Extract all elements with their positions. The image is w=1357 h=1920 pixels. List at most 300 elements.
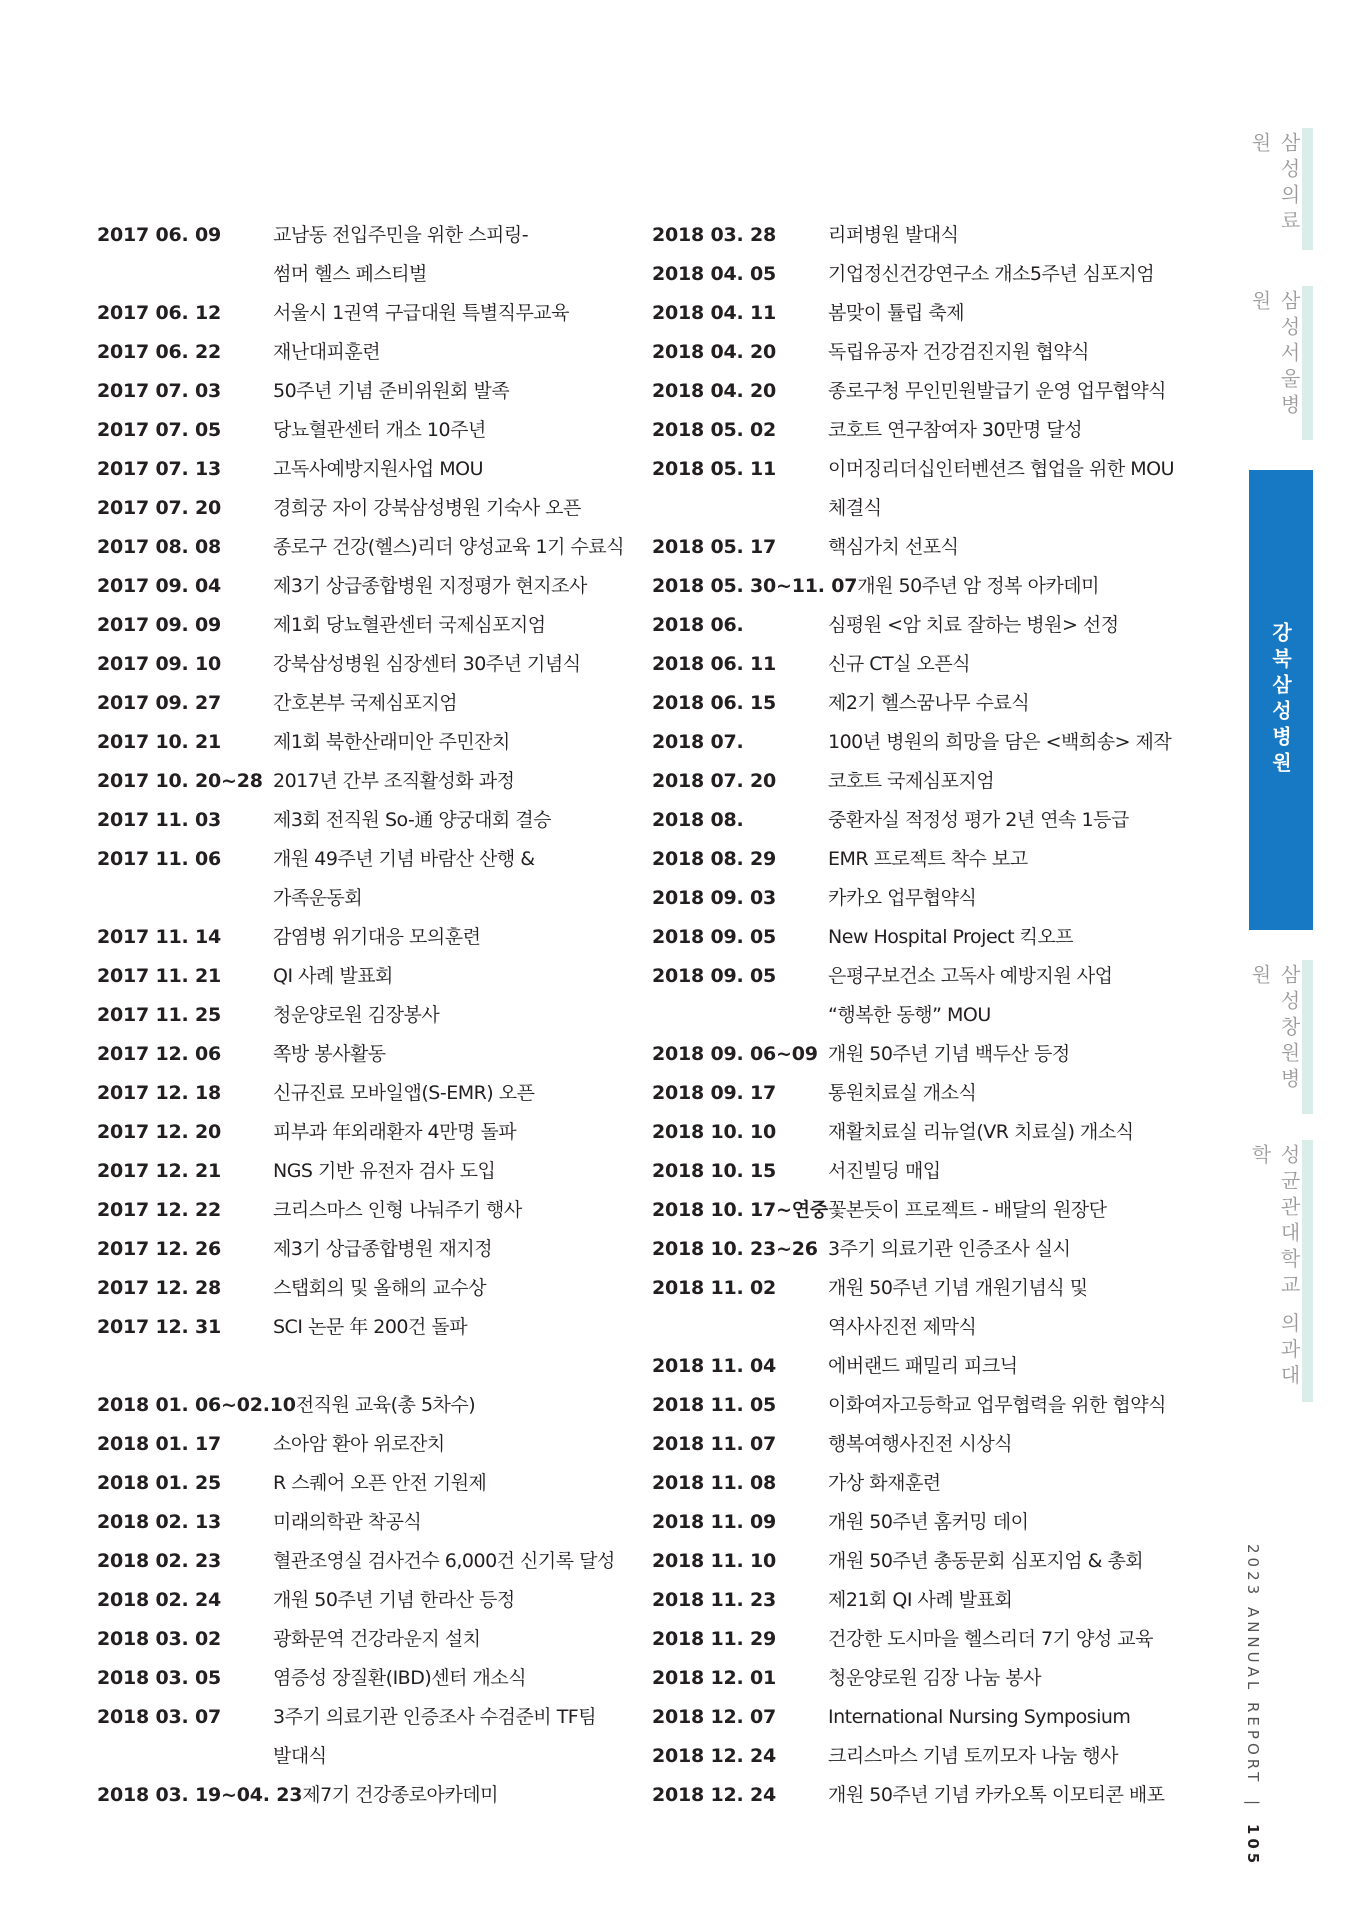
entry-description [828,333,1172,372]
entry-description [273,1035,617,1074]
tab-indicator-bar [1302,1140,1313,1402]
entry-description [828,1074,1172,1113]
entry-description-line: 코호트 국제심포지엄 [828,770,995,792]
entry-date: 2017 12. 31 [97,1316,222,1338]
entry-description [273,684,617,723]
entry-date: 2017 07. 05 [97,419,222,441]
entry-description-line: 소아암 환아 위로잔치 [273,1433,445,1455]
entry-description [273,1659,617,1698]
entry-description-line: 재활치료실 리뉴얼(VR 치료실) 개소식 [828,1121,1134,1143]
timeline-entry [97,1620,617,1659]
timeline-entry [97,1152,617,1191]
entry-date: 2018 04. 20 [652,341,777,363]
entry-description [828,1620,1172,1659]
entry-date: 2017 07. 03 [97,380,222,402]
entry-description [828,879,1172,918]
tab-indicator-bar [1302,286,1313,440]
entry-date: 2017 06. 09 [97,224,222,246]
entry-description-line: 개원 50주년 기념 한라산 등정 [273,1589,515,1611]
timeline-entry [97,1035,617,1074]
entry-description-line: 청운양로원 김장봉사 [273,1004,440,1026]
timeline-entry [97,372,617,411]
timeline-entry [652,957,1172,1035]
entry-description [828,1776,1172,1815]
entry-description [273,1503,617,1542]
entry-date: 2018 10. 15 [652,1160,777,1182]
entry-description [273,372,617,411]
entry-date: 2018 07. [652,731,744,753]
entry-date: 2018 11. 29 [652,1628,777,1650]
entry-description [828,372,1172,411]
entry-description-line: 에버랜드 패밀리 피크닉 [828,1355,1018,1377]
entry-date: 2018 05. 17 [652,536,777,558]
entry-description [273,1191,617,1230]
entry-description-line: 미래의학관 착공식 [273,1511,422,1533]
entry-description [828,1464,1172,1503]
timeline-entry [652,1425,1172,1464]
entry-description-line: 행복여행사진전 시상식 [828,1433,1013,1455]
entry-description-line: 체결식 [828,497,882,519]
entry-description-line: 제7기 건강종로아카데미 [302,1784,498,1806]
entry-description-line: 제1회 당뇨혈관센터 국제심포지엄 [273,614,546,636]
timeline-entry [97,801,617,840]
entry-description-line: 개원 50주년 기념 개원기념식 및 [828,1277,1088,1299]
entry-description-line: 중환자실 적정성 평가 2년 연속 1등급 [828,809,1129,831]
footer-separator: | [1244,1800,1262,1810]
entry-date: 2017 12. 22 [97,1199,222,1221]
entry-description-line: 혈관조영실 검사건수 6,000건 신기록 달성 [273,1550,615,1572]
entry-date: 2018 10. 17~연중 [652,1199,829,1221]
entry-description [273,411,617,450]
side-tab-kangbuk-samsung-hospital[interactable] [1249,470,1313,930]
entry-date: 2018 11. 05 [652,1394,777,1416]
timeline-entry [652,1113,1172,1152]
entry-description [828,1035,1172,1074]
report-title: 2023 ANNUAL REPORT [1244,1544,1262,1786]
timeline-entry [97,567,617,606]
timeline-entry [652,1776,1172,1815]
entry-description-line: 심평원 <암 치료 잘하는 병원> 선정 [828,614,1119,636]
entry-description-line: 코호트 연구참여자 30만명 달성 [828,419,1083,441]
entry-date: 2018 05. 30~11. 07 [652,575,858,597]
entry-description-line: R 스퀘어 오픈 안전 기원제 [273,1472,487,1494]
entry-date: 2018 03. 07 [97,1706,222,1728]
entry-date: 2018 11. 04 [652,1355,777,1377]
entry-description [273,996,617,1035]
entry-description [828,801,1172,840]
entry-date: 2018 07. 20 [652,770,777,792]
page-number: 105 [1244,1823,1262,1868]
entry-description [828,762,1172,801]
entry-description-line: 서진빌딩 매입 [828,1160,941,1182]
entry-description-line: 발대식 [273,1745,327,1767]
entry-description [828,450,1174,528]
entry-date: 2017 09. 04 [97,575,222,597]
timeline-entry [97,723,617,762]
entry-description-line: 꽃본듯이 프로젝트 - 배달의 원장단 [828,1199,1107,1221]
entry-description-line: 청운양로원 김장 나눔 봉사 [828,1667,1042,1689]
entry-description [273,1113,617,1152]
entry-description-line: 3주기 의료기관 인증조사 수검준비 TF팀 [273,1706,597,1728]
entry-description [273,606,617,645]
entry-description [828,1542,1172,1581]
entry-description [273,567,617,606]
entry-description [273,1074,617,1113]
entry-date: 2018 09. 06~09 [652,1043,818,1065]
timeline-entry [97,1113,617,1152]
entry-description [273,1152,617,1191]
entry-date: 2018 09. 03 [652,887,777,909]
entry-date: 2018 03. 19~04. 23 [97,1784,303,1806]
entry-description [273,528,624,567]
entry-date: 2018 11. 10 [652,1550,777,1572]
timeline-entry [97,216,617,294]
entry-date: 2018 06. [652,614,744,636]
side-tab-label: 성균관대학교 의과대학 [1248,1144,1301,1391]
entry-description-line: 신규 CT실 오픈식 [828,653,971,675]
entry-date: 2017 09. 27 [97,692,222,714]
entry-date: 2018 01. 17 [97,1433,222,1455]
entry-description-line: 피부과 年외래환자 4만명 돌파 [273,1121,517,1143]
entry-date: 2017 10. 20~28 [97,770,263,792]
timeline-right-column [652,216,1175,1815]
entry-date: 2017 06. 22 [97,341,222,363]
entry-description [828,1191,1172,1230]
timeline-entry [97,606,617,645]
timeline-entry [97,1425,617,1464]
entry-description [828,918,1172,957]
entry-date: 2018 10. 10 [652,1121,777,1143]
entry-description-line: 개원 50주년 기념 카카오톡 이모티콘 배포 [828,1784,1165,1806]
entry-description-line: SCI 논문 年 200건 돌파 [273,1316,468,1338]
entry-date: 2018 02. 13 [97,1511,222,1533]
entry-date: 2017 12. 28 [97,1277,222,1299]
entry-description-line: 종로구 건강(헬스)리더 양성교육 1기 수료식 [273,536,625,558]
entry-description [828,1347,1172,1386]
entry-description [273,294,617,333]
entry-date: 2017 09. 10 [97,653,222,675]
entry-description [828,528,1172,567]
timeline-entry [97,1191,617,1230]
entry-description-line: 썸머 헬스 페스티벌 [273,263,427,285]
entry-date: 2018 03. 05 [97,1667,222,1689]
timeline-entry [97,489,617,528]
entry-description-line: 스탭회의 및 올해의 교수상 [273,1277,487,1299]
timeline-entry [97,840,617,918]
entry-date: 2018 01. 06~02.10 [97,1394,296,1416]
entry-description-line: 개원 50주년 홈커밍 데이 [828,1511,1029,1533]
timeline-entry [97,684,617,723]
entry-description-line: 크리스마스 기념 토끼모자 나눔 행사 [828,1745,1118,1767]
timeline-entry [97,1503,617,1542]
entry-date: 2018 11. 07 [652,1433,777,1455]
entry-description [828,645,1172,684]
entry-description-line: 종로구청 무인민원발급기 운영 업무협약식 [828,380,1166,402]
entry-description [273,645,617,684]
timeline-entry [97,450,617,489]
timeline-entry [652,1230,1172,1269]
entry-date: 2018 09. 17 [652,1082,777,1104]
entry-description-line: 핵심가치 선포식 [828,536,959,558]
side-tab-samsung-changwon-hospital[interactable] [1249,960,1313,1114]
entry-date: 2017 11. 14 [97,926,222,948]
entry-description-line: 건강한 도시마을 헬스리더 7기 양성 교육 [828,1628,1153,1650]
timeline-entry [652,684,1172,723]
entry-date: 2018 12. 24 [652,1745,777,1767]
timeline-entry [652,762,1172,801]
side-tab-label: 삼성의료원 [1248,132,1301,236]
entry-description-line: 리퍼병원 발대식 [828,224,959,246]
entry-date: 2017 12. 18 [97,1082,222,1104]
side-tab-label: 삼성서울병원 [1248,290,1301,420]
entry-description-line: 재난대피훈련 [273,341,381,363]
timeline-entry [652,1542,1172,1581]
entry-description [273,1581,617,1620]
entry-description-line: 당뇨혈관센터 개소 10주년 [273,419,486,441]
timeline-entry [652,294,1172,333]
entry-description-line: 경희궁 자이 강북삼성병원 기숙사 오픈 [273,497,581,519]
timeline-entry [652,840,1172,879]
timeline-entry [97,1074,617,1113]
timeline-entry [652,1074,1172,1113]
entry-description-line: 가상 화재훈련 [828,1472,941,1494]
entry-description-line: International Nursing Symposium [828,1706,1131,1728]
timeline-entry [97,645,617,684]
entry-description [273,1308,617,1347]
entry-date: 2017 12. 06 [97,1043,222,1065]
timeline-entry [652,255,1172,294]
entry-date: 2018 12. 24 [652,1784,777,1806]
entry-description [828,1230,1172,1269]
entry-description [273,723,617,762]
entry-date: 2018 12. 01 [652,1667,777,1689]
year-spacer [97,1347,617,1386]
entry-description [828,606,1172,645]
entry-date: 2018 11. 02 [652,1277,777,1299]
timeline-entry [97,957,617,996]
entry-date: 2017 07. 20 [97,497,222,519]
entry-description-line: 이화여자고등학교 업무협력을 위한 협약식 [828,1394,1166,1416]
side-tab-label: 강북삼성병원 [1268,622,1293,778]
timeline-entry [652,216,1172,255]
timeline-entry [652,879,1172,918]
side-tab-samsung-seoul-hospital[interactable] [1249,286,1313,440]
timeline-entry [652,1386,1172,1425]
entry-date: 2018 03. 02 [97,1628,222,1650]
entry-date: 2018 03. 28 [652,224,777,246]
entry-date: 2017 06. 12 [97,302,222,324]
entry-description-line: 독립유공자 건강검진지원 협약식 [828,341,1090,363]
timeline-entry [652,1464,1172,1503]
timeline-entry [652,801,1172,840]
entry-description-line: 고독사예방지원사업 MOU [273,458,483,480]
timeline-entry [652,645,1172,684]
timeline-entry [652,918,1172,957]
tab-indicator-bar [1302,960,1313,1114]
entry-description [273,1620,617,1659]
entry-description-line: 통원치료실 개소식 [828,1082,977,1104]
side-tab-skku-medicine[interactable] [1249,1140,1313,1402]
entry-description-line: EMR 프로젝트 착수 보고 [828,848,1028,870]
entry-description [828,1425,1172,1464]
entry-description-line: 2017년 간부 조직활성화 과정 [273,770,515,792]
entry-description [828,1698,1172,1737]
entry-description [828,1581,1172,1620]
entry-description [828,684,1172,723]
entry-description-line: 개원 50주년 암 정복 아카데미 [857,575,1099,597]
entry-date: 2017 11. 21 [97,965,222,987]
entry-description-line: 제3기 상급종합병원 재지정 [273,1238,493,1260]
entry-description-line: 100년 병원의 희망을 담은 <백희송> 제작 [828,731,1172,753]
timeline-entry [97,333,617,372]
entry-description [273,489,617,528]
entry-date: 2018 11. 09 [652,1511,777,1533]
entry-description-line: 제3기 상급종합병원 지정평가 현지조사 [273,575,587,597]
entry-description-line: “행복한 동행” MOU [828,1004,991,1026]
entry-description [273,1425,617,1464]
timeline-entry [652,567,1172,606]
entry-description-line: 개원 49주년 기념 바람산 산행 & [273,848,535,870]
timeline-entry [97,528,625,567]
entry-description [273,450,617,489]
timeline-entry [652,1035,1172,1074]
entry-description [273,1542,617,1581]
entry-description-line: QI 사례 발표회 [273,965,393,987]
entry-description-line: New Hospital Project 킥오프 [828,926,1074,948]
entry-description-line: 제21회 QI 사례 발표회 [828,1589,1013,1611]
entry-date: 2018 04. 20 [652,380,777,402]
entry-description-line: 염증성 장질환(IBD)센터 개소식 [273,1667,527,1689]
entry-description-line: 카카오 업무협약식 [828,887,977,909]
entry-date: 2018 04. 05 [652,263,777,285]
tab-indicator-bar [1302,128,1313,250]
entry-date: 2018 11. 08 [652,1472,777,1494]
entry-description [828,1113,1172,1152]
timeline-entry [97,1386,617,1425]
timeline-entry [652,1737,1172,1776]
entry-description [828,1659,1172,1698]
entry-date: 2018 08. [652,809,744,831]
timeline-entry [97,1698,617,1776]
timeline-entry [652,411,1172,450]
entry-description [857,567,1172,606]
entry-date: 2018 05. 11 [652,458,777,480]
entry-description-line: 개원 50주년 총동문회 심포지엄 & 총회 [828,1550,1144,1572]
entry-description-line: 제1회 북한산래미안 주민잔치 [273,731,510,753]
entry-description [273,1464,617,1503]
entry-description [273,918,617,957]
timeline-entry [652,1269,1172,1347]
timeline-entry [652,372,1172,411]
timeline-entry [97,411,617,450]
entry-description [828,840,1172,879]
timeline-entry [97,918,617,957]
entry-description [828,957,1172,1035]
entry-description-line: 강북삼성병원 심장센터 30주년 기념식 [273,653,581,675]
timeline-entry [97,1776,617,1815]
side-tab-samsung-medical-center[interactable] [1249,128,1313,250]
entry-date: 2017 09. 09 [97,614,222,636]
timeline-entry [652,1503,1172,1542]
entry-description [828,294,1172,333]
entry-description-line: 은평구보건소 고독사 예방지원 사업 [828,965,1113,987]
timeline-entry [652,450,1175,528]
entry-description-line: 서울시 1권역 구급대원 특별직무교육 [273,302,570,324]
timeline-entry [652,1581,1172,1620]
timeline-entry [652,723,1172,762]
entry-description [273,216,617,294]
entry-description [828,1386,1172,1425]
entry-description-line: 봄맞이 튤립 축제 [828,302,965,324]
entry-description-line: 교남동 전입주민을 위한 스피링- [273,224,529,246]
timeline-entry [652,333,1172,372]
entry-date: 2018 05. 02 [652,419,777,441]
entry-description-line: 역사사진전 제막식 [828,1316,977,1338]
entry-description-line: 쪽방 봉사활동 [273,1043,386,1065]
timeline-entry [652,1152,1172,1191]
entry-description [273,801,617,840]
entry-date: 2018 08. 29 [652,848,777,870]
entry-description-line: 50주년 기념 준비위원회 발족 [273,380,510,402]
entry-date: 2018 02. 24 [97,1589,222,1611]
entry-date: 2018 10. 23~26 [652,1238,818,1260]
entry-description-line: NGS 기반 유전자 검사 도입 [273,1160,496,1182]
entry-description [273,957,617,996]
timeline-entry [652,1620,1172,1659]
timeline-entry [652,1698,1172,1737]
entry-description [828,1269,1172,1347]
entry-description-line: 3주기 의료기관 인증조사 실시 [828,1238,1071,1260]
entry-date: 2017 12. 21 [97,1160,222,1182]
entry-date: 2017 11. 06 [97,848,222,870]
entry-description [828,255,1172,294]
timeline-entry [97,1542,617,1581]
entry-description [302,1776,617,1815]
entry-description-line: 감염병 위기대응 모의훈련 [273,926,481,948]
timeline-entry [652,528,1172,567]
entry-description-line: 광화문역 건강라운지 설치 [273,1628,481,1650]
entry-description-line: 가족운동회 [273,887,363,909]
entry-date: 2018 04. 11 [652,302,777,324]
entry-date: 2018 09. 05 [652,965,777,987]
entry-date: 2017 10. 21 [97,731,222,753]
timeline-entry [97,762,617,801]
timeline-entry [97,1230,617,1269]
timeline-entry [97,1659,617,1698]
timeline-entry [97,1464,617,1503]
timeline-entry [652,1191,1172,1230]
entry-date: 2018 02. 23 [97,1550,222,1572]
entry-description [828,723,1172,762]
entry-date: 2017 07. 13 [97,458,222,480]
entry-date: 2018 01. 25 [97,1472,222,1494]
entry-description [273,762,617,801]
entry-description [828,1503,1172,1542]
timeline-entry [652,606,1172,645]
timeline-entry [97,294,617,333]
entry-description [828,216,1172,255]
entry-date: 2018 06. 11 [652,653,777,675]
entry-description [273,1269,617,1308]
entry-description [273,1230,617,1269]
timeline-entry [97,1308,617,1347]
entry-description-line: 신규진료 모바일앱(S-EMR) 오픈 [273,1082,535,1104]
entry-date: 2017 12. 26 [97,1238,222,1260]
entry-description [828,1737,1172,1776]
entry-description-line: 크리스마스 인형 나눠주기 행사 [273,1199,522,1221]
entry-description-line: 개원 50주년 기념 백두산 등정 [828,1043,1070,1065]
timeline-entry [97,1581,617,1620]
